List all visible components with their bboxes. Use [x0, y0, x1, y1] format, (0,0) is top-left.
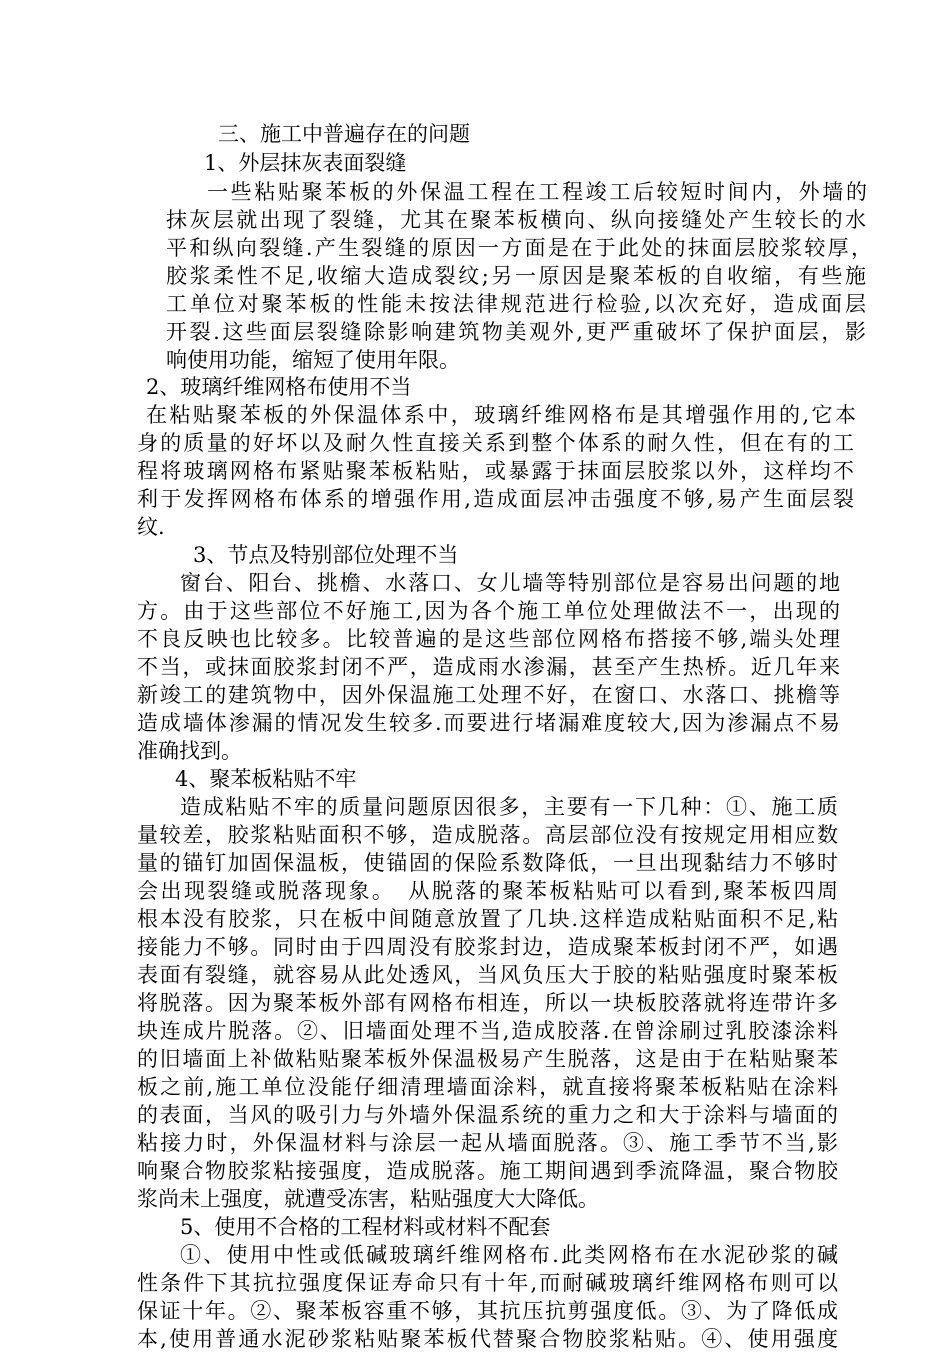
- text-line: 平和纵向裂缝.产生裂缝的原因一方面是在于此处的抹面层胶浆较厚，: [166, 236, 872, 260]
- text-line: 本,使用普通水泥砂浆粘贴聚苯板代替聚合物胶浆粘贴。④、使用强度: [137, 1327, 838, 1351]
- text-line: 程将玻璃网格布紧贴聚苯板粘贴，或暴露于抹面层胶浆以外，这样均不: [137, 459, 854, 483]
- heading-4: 4、聚苯板粘贴不牢: [175, 767, 357, 791]
- text-line: 纹.: [137, 515, 165, 539]
- text-line: 接能力不够。同时由于四周没有胶浆封边，造成聚苯板封闭不严，如遇: [137, 935, 838, 959]
- text-line: 响使用功能，缩短了使用年限。: [166, 348, 460, 372]
- text-line: 板之前,施工单位没能仔细清理墙面涂料，就直接将聚苯板粘贴在涂料: [137, 1075, 838, 1099]
- text-line: 方。由于这些部位不好施工,因为各个施工单位处理做法不一，出现的: [137, 599, 840, 623]
- text-line: 量较差，胶浆粘贴面积不够，造成脱落。高层部位没有按规定用相应数: [137, 823, 838, 847]
- text-line: 粘接力时，外保温材料与涂层一起从墙面脱落。③、施工季节不当,影: [137, 1131, 838, 1155]
- text-line: 在粘贴聚苯板的外保温体系中，玻璃纤维网格布是其增强作用的,它本: [146, 403, 856, 427]
- heading-3: 3、节点及特别部位处理不当: [193, 543, 459, 567]
- text-line: 不当，或抹面胶浆封闭不严，造成雨水渗漏，甚至产生热桥。近几年来: [137, 655, 840, 679]
- text-line: 开裂.这些面层裂缝除影响建筑物美观外,更严重破坏了保护面层，影: [166, 320, 866, 344]
- text-line: 造成墙体渗漏的情况发生较多.而要进行堵漏难度较大,因为渗漏点不易: [137, 711, 840, 735]
- text-line: 性条件下其抗拉强度保证寿命只有十年,而耐碱玻璃纤维网格布则可以: [137, 1271, 838, 1295]
- text-line: 响聚合物胶浆粘接强度，造成脱落。施工期间遇到季流降温，聚合物胶: [137, 1159, 838, 1183]
- text-line: 根本没有胶浆，只在板中间随意放置了几块.这样造成粘贴面积不足,粘: [137, 907, 838, 931]
- text-line: 造成粘贴不牢的质量问题原因很多，主要有一下几种：①、施工质: [180, 795, 838, 819]
- text-line: 将脱落。因为聚苯板外部有网格布相连，所以一块板胶落就将连带许多: [137, 991, 838, 1015]
- text-line: 利于发挥网格布体系的增强作用,造成面层冲击强度不够,易产生面层裂: [137, 487, 854, 511]
- text-line: 胶浆柔性不足,收缩大造成裂纹;另一原因是聚苯板的自收缩，有些施: [166, 264, 866, 288]
- section-heading: 三、施工中普遍存在的问题: [218, 122, 470, 146]
- text-line: 准确找到。: [137, 739, 242, 763]
- heading-5: 5、使用不合格的工程材料或材料不配套: [180, 1215, 551, 1239]
- text-line: 不良反映也比较多。比较普遍的是这些部位网格布搭接不够,端头处理: [137, 627, 840, 651]
- heading-1: 1、外层抹灰表面裂缝: [204, 151, 407, 175]
- text-line: 的表面，当风的吸引力与外墙外保温系统的重力之和大于涂料与墙面的: [137, 1103, 838, 1127]
- text-line: ①、使用中性或低碱玻璃纤维网格布.此类网格布在水泥砂浆的碱: [180, 1243, 838, 1267]
- text-line: 块连成片脱落。②、旧墙面处理不当,造成胶落.在曾涂刷过乳胶漆涂料: [137, 1019, 838, 1043]
- text-line: 浆尚未上强度，就遭受冻害，粘贴强度大大降低。: [137, 1187, 599, 1211]
- text-line: 一些粘贴聚苯板的外保温工程在工程竣工后较短时间内，外墙的: [207, 180, 867, 204]
- text-line: 抹灰层就出现了裂缝，尤其在聚苯板横向、纵向接缝处产生较长的水: [166, 208, 866, 232]
- text-line: 窗台、阳台、挑檐、水落口、女儿墙等特别部位是容易出问题的地: [180, 571, 840, 595]
- text-line: 会出现裂缝或脱落现象。 从脱落的聚苯板粘贴可以看到,聚苯板四周: [137, 879, 838, 903]
- text-line: 量的锚钉加固保温板，使锚固的保险系数降低，一旦出现黏结力不够时: [137, 851, 838, 875]
- text-line: 保证十年。②、聚苯板容重不够，其抗压抗剪强度低。③、为了降低成: [137, 1299, 838, 1323]
- text-line: 的旧墙面上补做粘贴聚苯板外保温极易产生脱落，这是由于在粘贴聚苯: [137, 1047, 838, 1071]
- heading-2: 2、玻璃纤维网格布使用不当: [146, 375, 412, 399]
- text-line: 新竣工的建筑物中，因外保温施工处理不好，在窗口、水落口、挑檐等: [137, 683, 840, 707]
- text-line: 身的质量的好坏以及耐久性直接关系到整个体系的耐久性，但在有的工: [137, 431, 854, 455]
- text-line: 表面有裂缝，就容易从此处透风，当风负压大于胶的粘贴强度时聚苯板: [137, 963, 838, 987]
- text-line: 工单位对聚苯板的性能未按法律规范进行检验,以次充好，造成面层: [166, 292, 866, 316]
